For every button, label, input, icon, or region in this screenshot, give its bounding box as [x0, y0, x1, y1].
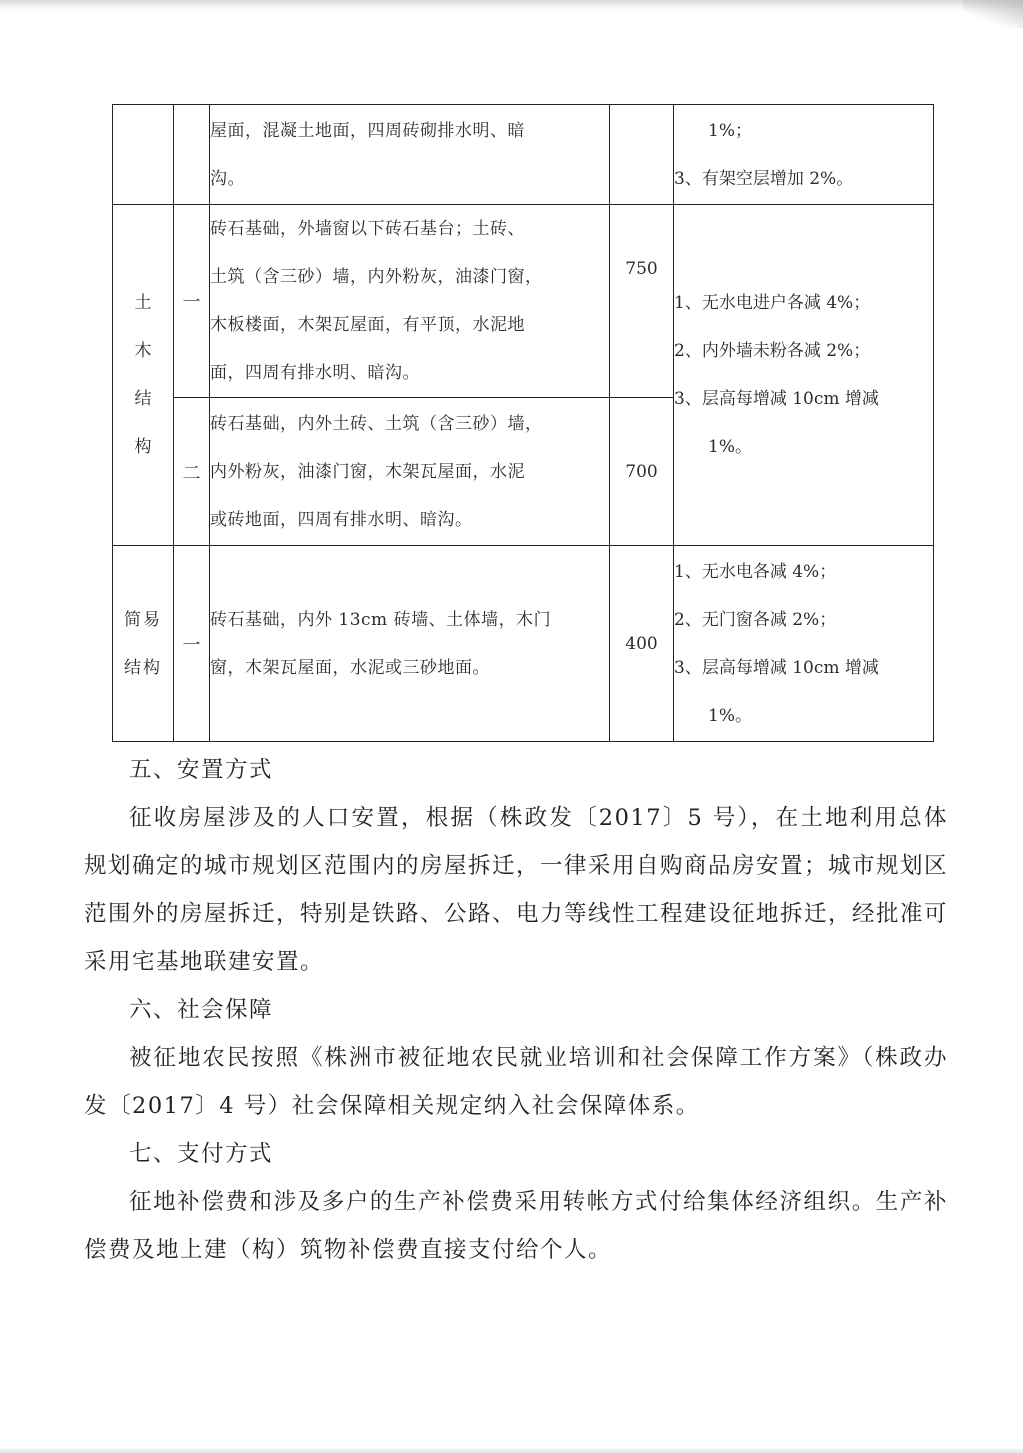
desc-line: 窗，木架瓦屋面，水泥或三砂地面。 [210, 657, 490, 678]
scan-corner-shadow [963, 0, 1023, 28]
category-char: 木 [134, 341, 152, 361]
adj-line: 1、无水电各减 4%； [674, 561, 837, 582]
scan-bottom-edge [0, 1447, 1023, 1453]
compensation-table [112, 104, 934, 742]
adj-line: 3、有架空层增加 2%。 [674, 168, 854, 189]
table-row-tumu-1 [113, 205, 934, 398]
desc-line: 或砖地面，四周有排水明、暗沟。 [210, 509, 473, 530]
category-line: 简易 [124, 609, 162, 630]
adjustment-cell [674, 105, 934, 205]
desc-line: 屋面，混凝土地面，四周砖砌排水明、暗 [210, 120, 525, 141]
section-heading: 五、安置方式 [129, 757, 274, 783]
table-row-jianyi [113, 546, 934, 742]
category-char: 结 [134, 389, 152, 409]
desc-line: 内外粉灰，油漆门窗，木架瓦屋面，水泥 [210, 461, 525, 482]
section-heading: 七、支付方式 [129, 1141, 274, 1167]
description-cell [210, 546, 610, 742]
price-cell: 700 [610, 398, 674, 546]
price-cell-empty [610, 105, 674, 205]
desc-line: 木板楼面，木架瓦屋面，有平顶，水泥地 [210, 315, 525, 335]
desc-line: 砖石基础，外墙窗以下砖石基台；土砖、 [210, 219, 525, 239]
price-cell: 400 [610, 546, 674, 742]
description-cell [210, 205, 610, 398]
grade-cell: 一 [174, 546, 210, 742]
grade-cell-empty [174, 105, 210, 205]
adj-line: 2、无门窗各减 2%； [674, 609, 837, 630]
category-cell-empty [113, 105, 174, 205]
adj-line: 1%。 [708, 437, 752, 457]
grade-cell: 一 [174, 205, 210, 398]
desc-line: 土筑（含三砂）墙，内外粉灰，油漆门窗， [210, 267, 543, 287]
category-tumu [113, 205, 174, 546]
desc-line: 砖石基础，内外 13cm 砖墙、土体墙，木门 [210, 609, 552, 630]
adj-line: 1%； [708, 120, 752, 141]
document-body [84, 746, 948, 1274]
desc-line: 砖石基础，内外土砖、土筑（含三砂）墙， [210, 413, 543, 434]
section-heading: 六、社会保障 [129, 997, 274, 1023]
adj-line: 3、层高每增减 10cm 增减 [674, 657, 879, 678]
section-paragraph: 征收房屋涉及的人口安置，根据（株政发〔2017〕5 号），在土地利用总体规划确定的城市规划区范围内的房屋拆迁，一律采用自购商品房安置；城市规划区范围外的房屋拆迁，特别是铁路、公路、电力等线性工程建设征地拆迁，经批准可采用宅基地联建安置。 [84, 805, 949, 975]
adj-line: 3、层高每增减 10cm 增减 [674, 389, 879, 409]
adj-line: 1、无水电进户各减 4%； [674, 293, 871, 313]
adjustment-cell [674, 546, 934, 742]
section-paragraph: 征地补偿费和涉及多户的生产补偿费采用转帐方式付给集体经济组织。生产补偿费及地上建（构）筑物补偿费直接支付给个人。 [84, 1189, 948, 1263]
table-row-continued [113, 105, 934, 205]
adj-line: 1%。 [708, 705, 752, 726]
description-cell [210, 398, 610, 546]
description-cell [210, 105, 610, 205]
scan-top-edge [0, 0, 1023, 10]
desc-line: 沟。 [210, 168, 245, 189]
desc-line: 面，四周有排水明、暗沟。 [210, 363, 420, 383]
adjustment-cell [674, 205, 934, 546]
section-paragraph: 被征地农民按照《株洲市被征地农民就业培训和社会保障工作方案》（株政办发〔2017〕4 号）社会保障相关规定纳入社会保障体系。 [84, 1045, 948, 1119]
category-jianyi [113, 546, 174, 742]
grade-cell: 二 [174, 398, 210, 546]
category-line: 结构 [124, 657, 162, 678]
category-char: 土 [134, 293, 152, 313]
category-char: 构 [134, 437, 152, 457]
adj-line: 2、内外墙未粉各减 2%； [674, 341, 871, 361]
price-cell: 750 [610, 205, 674, 398]
